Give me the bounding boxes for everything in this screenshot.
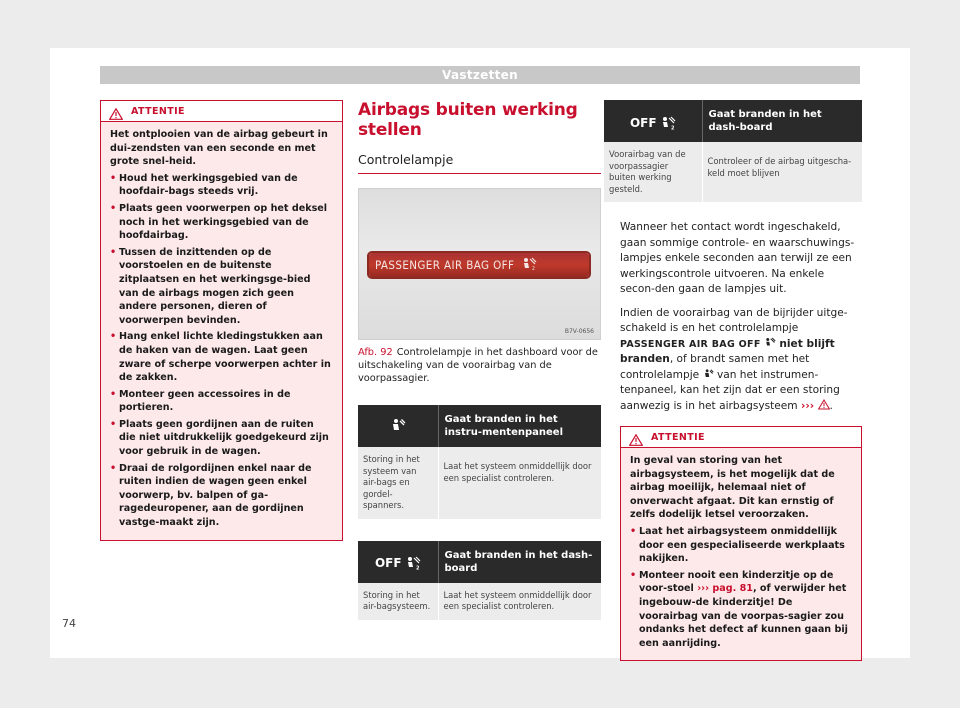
airbag-off-icon bbox=[375, 556, 421, 570]
table-icon-cell bbox=[604, 100, 702, 142]
column-left bbox=[100, 100, 343, 541]
table-cause: Voorairbag van de voorpassagier buiten werking gesteld. bbox=[604, 142, 702, 202]
paragraph-2: Indien de voorairbag van de bijrijder uitge-schakeld is en het controlelampje PASSENGER AIR BAG OFF niet blijft branden, of brandt samen met het controlelampje van het instrumen-tenpaneel, kan het zijn dat er een storing aanwezig is in het airbagsysteem ››› . bbox=[620, 306, 848, 412]
figure-code: B7V-0656 bbox=[564, 328, 594, 335]
warning-bullet: • Draai de rolgordijnen enkel naar de ruiten indien de wagen geen enkel voorwerp, bv. balpen of ga-ragedeuropener, aan de gordijnen vastge-maakt zijn. bbox=[110, 462, 333, 530]
table-cause: Storing in het systeem van air-bags en gordel-spanners. bbox=[358, 447, 438, 519]
warning-box-right bbox=[620, 426, 862, 661]
figure-dashboard bbox=[358, 188, 601, 340]
warning-triangle-icon bbox=[629, 431, 643, 443]
warning-intro: Het ontplooien van de airbag gebeurt in dui-zendsten van een seconde en met grote snel-heid. bbox=[110, 129, 328, 168]
off-label: OFF bbox=[629, 115, 657, 130]
section-title: Airbags buiten werking stellen bbox=[358, 100, 578, 140]
airbag-child-seat-icon bbox=[764, 337, 776, 348]
table-icon-cell bbox=[358, 541, 438, 583]
off-label: OFF bbox=[374, 556, 402, 570]
indicator-table-2 bbox=[358, 541, 601, 620]
warning-body bbox=[621, 448, 861, 660]
warning-title: ATTENTIE bbox=[651, 431, 705, 443]
reference-arrow[interactable]: ››› bbox=[801, 399, 815, 412]
warning-header bbox=[101, 101, 342, 122]
column-middle bbox=[358, 100, 601, 620]
svg-text:2: 2 bbox=[532, 266, 536, 271]
warning-header bbox=[621, 427, 861, 448]
warning-bullet: • Monteer geen accessoires in de portieren. bbox=[110, 388, 333, 415]
figure-caption bbox=[358, 346, 601, 385]
warning-box-left bbox=[100, 100, 343, 541]
table-cause: Storing in het air-bagsysteem. bbox=[358, 583, 438, 620]
warning-intro: In geval van storing van het airbagsysteem, is het mogelijk dat de airbag moeilijk, helemaal niet of onverwacht afgaat. Dit kan ernstig of zelfs dodelijk letsel veroorzaken. bbox=[630, 455, 835, 521]
warning-title: ATTENTIE bbox=[131, 105, 185, 117]
paragraph-2-part: Indien de voorairbag van de bijrijder uitge-schakeld is en het controlelampje bbox=[620, 306, 848, 334]
section-header: Vastzetten bbox=[100, 66, 860, 84]
bullet-text: , of verwijder het ingebouw-de kinderzitje! De voorairbag van de voorpas-sagier zou ondanks het defect af kunnen gaan bij een aanrijding. bbox=[639, 583, 848, 649]
page-reference-link[interactable]: ››› pag. 81 bbox=[697, 583, 753, 595]
airbag-off-icon bbox=[630, 116, 676, 130]
paragraph-2-part: , of brandt samen met het controlelampje bbox=[620, 353, 810, 381]
warning-bullet: • Laat het airbagsysteem onmiddellijk door een gespecialiseerde werkplaats nakijken. bbox=[630, 525, 852, 566]
airbag-warning-icon bbox=[390, 418, 406, 432]
warning-bullet: • Plaats geen gordijnen aan de ruiten die niet uitdrukkelijk goedgekeurd zijn voor gebruik in de wagen. bbox=[110, 418, 333, 459]
warning-bullet: • Plaats geen voorwerpen op het deksel noch in het werkingsgebied van de hoofdairbag. bbox=[110, 202, 333, 243]
warning-bullet: • Hang enkel lichte kledingstukken aan de haken van de wagen. Laat geen zware of scherpe voorwerpen achter in de zakken. bbox=[110, 330, 333, 384]
table-action: Laat het systeem onmiddellijk door een specialist controleren. bbox=[438, 447, 601, 519]
table-icon-cell bbox=[358, 405, 438, 447]
svg-text:2: 2 bbox=[670, 125, 675, 130]
figure-number: Afb. 92 bbox=[358, 347, 393, 358]
passenger-airbag-off-code: PASSENGER AIR BAG OFF bbox=[620, 338, 761, 350]
table-action: Laat het systeem onmiddellijk door een specialist controleren. bbox=[438, 583, 601, 620]
table-action: Controleer of de airbag uitgescha-keld moet blijven bbox=[702, 142, 862, 202]
column-right bbox=[604, 100, 862, 661]
svg-text:2: 2 bbox=[415, 565, 420, 570]
warning-bullet: • Tussen de inzittenden op de voorstoelen en de buitenste zitplaatsen en het werkingsge-bied van de airbags mogen zich geen andere personen, dieren of voorwerpen bevinden. bbox=[110, 246, 333, 328]
paragraph-2-emphasis: niet blijft branden bbox=[620, 337, 835, 365]
warning-body bbox=[101, 122, 342, 540]
indicator-table-3 bbox=[604, 100, 862, 202]
warning-bullet: • Houd het werkingsgebied van de hoofdair-bags steeds vrij. bbox=[110, 172, 333, 199]
warning-triangle-icon bbox=[109, 105, 123, 117]
section-subtitle: Controlelampje bbox=[358, 152, 601, 174]
warning-triangle-icon bbox=[818, 399, 830, 410]
table-header: Gaat branden in het dash-board bbox=[702, 100, 862, 142]
page-number: 74 bbox=[62, 617, 76, 630]
bullet-text: Monteer nooit een kinderzitje op de voor-stoel bbox=[639, 569, 834, 595]
airbag-child-seat-icon bbox=[521, 257, 537, 271]
panel-text: PASSENGER AIR BAG OFF bbox=[375, 258, 515, 272]
warning-bullet bbox=[630, 569, 852, 651]
body-text bbox=[604, 220, 862, 414]
table-header: Gaat branden in het instru-mentenpaneel bbox=[438, 405, 601, 447]
table-header: Gaat branden in het dash-board bbox=[438, 541, 601, 583]
passenger-airbag-off-panel bbox=[369, 253, 589, 277]
indicator-table-1 bbox=[358, 405, 601, 519]
paragraph-2-part: van het instrumen-tenpaneel, kan het zijn dat er een storing aanwezig is in het airbagsysteem bbox=[620, 368, 840, 412]
airbag-warning-icon bbox=[703, 368, 714, 379]
paragraph-1: Wanneer het contact wordt ingeschakeld, gaan sommige controle- en waarschuwings-lampjes enkele seconden aan terwijl ze een werkingscontrole uitvoeren. Na enkele secon-den gaan de lampjes uit. bbox=[620, 221, 855, 295]
caption-text: Controlelampje in het dashboard voor de uitschakeling van de voorairbag van de voorpassagier. bbox=[358, 347, 598, 384]
